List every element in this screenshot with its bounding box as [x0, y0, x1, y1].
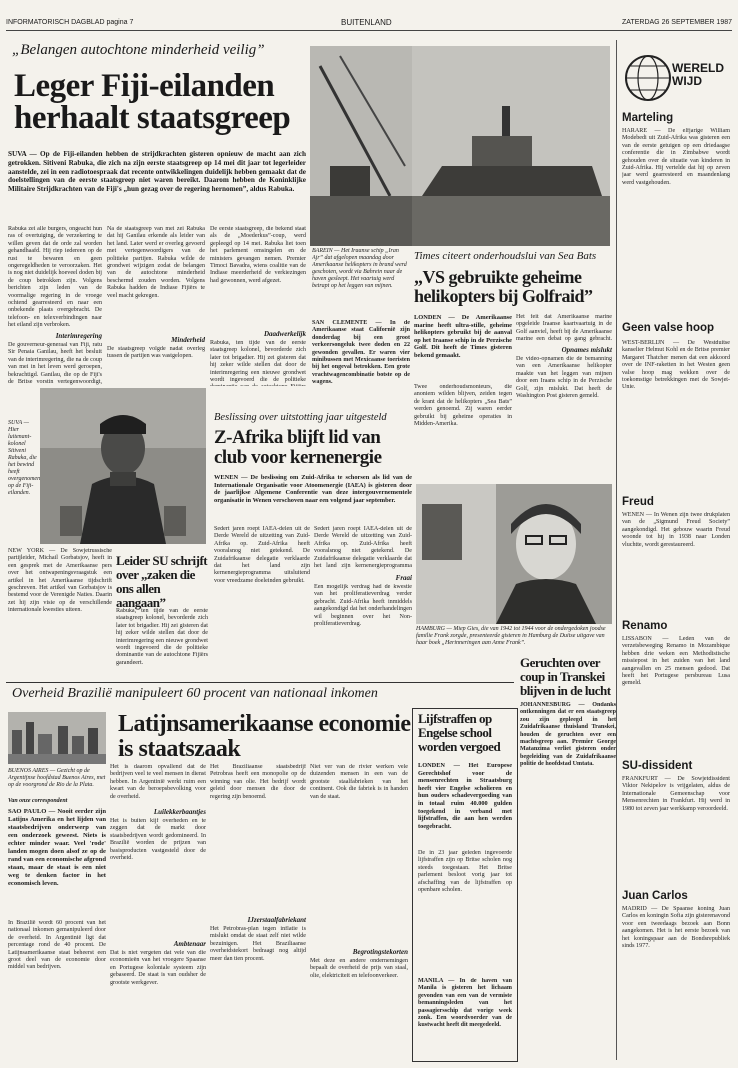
geenvalse-body: WEST-BERLIJN — De Westduitse kanselier Helmut Kohl en de Britse premier Margaret Thatcher menen dat een akkoord over de INF-raketten in het Westen geen valse hoop mag wekken over de toekomstige betrekkingen met de Sowjet-Unie. [622, 340, 730, 391]
buenos-aires-caption: BUENOS AIRES — Gezicht op de Argentijnse hoofdstad Buenos Aires, met op de voorgrond de Rio de la Plata. [8, 768, 106, 788]
marteling-title: Marteling [622, 112, 674, 124]
issue-date: ZATERDAG 26 SEPTEMBER 1987 [622, 19, 732, 26]
barein-photo [310, 46, 412, 246]
page-header [6, 18, 732, 31]
barein-caption: BAREIN — Het Iraanse schip „Iran Ajr” dat afgelopen maandag door Amerikaanse helikopters in brand werd geschoten, wordt via Bahrein naar de haven gesleept. Het vaartuig werd betrapt op het leggen van mijnen. [312, 248, 407, 289]
safrika-kicker: Beslissing over uitstotting jaar uitgesteld [214, 412, 387, 423]
fiji-kicker: „Belangen autochtone minderheid veilig” [12, 42, 265, 58]
brazil-sub-ambtenaar: Ambtenaar [173, 940, 206, 948]
brazil-body6: Het Petrobras-plan tegen inflatie is mislukt omdat de staat zelf niet wilde bezuinigen. Het Braziliaanse overheidstekort bedraagt nog altijd meer dan tien procent. [210, 926, 306, 962]
fiji-headline: Leger Fiji-eilanden herhaalt staatsgreep [14, 68, 291, 137]
rabuka-portrait-icon [40, 388, 206, 544]
leider-headline: Leider SU schrijft over „zaken die ons allen aangaan” [116, 553, 208, 610]
safrika-body-col2: Sedert jaren roept IAEA-delen uit de Derde Wereld de uitzetting van Zuid-Afrika op. Zuid-Afrika heeft vooralsnog niet getekend. De Zuidafrikaanse delegatie verklaarde dat het land zijn kernenergieprogramma [314, 526, 412, 570]
miep-gies-portrait-icon [416, 484, 612, 624]
brazil-top-rule [6, 682, 514, 683]
fiji-body6: Rabuka, ten tijde van de eerste staatsgreep kolonel, bevorderde zich later tot brigadier. Hij zei gisteren dat hij zeker wilde stellen dat door de interimregering een nieuwe grondwet wordt ingevoerd die de politieke [210, 340, 306, 384]
barein-body: SAN CLEMENTE — In de Amerikaanse staat Californië zijn donderdag bij een groot verkeersongeluk twee doden en 22 gewonden gevallen. Er waren vier minibussen met Mexicaanse toeristen bij het ongeval betrokken. Een grote vrachtwagencombinatie botste op de wagens. [312, 320, 410, 386]
lijfstraffen-lead: LONDEN — Het Europese Gerechtshof voor de mensenrechten in Straatsburg heeft vier Engelse scholieren en hun ouders schadevergoeding van in totaal ruim 40.000 gulden toegekend in verband met lijfstraffen, die aan hen werden toegebracht. [418, 762, 512, 830]
seabats-lead: LONDEN — De Amerikaanse marine heeft ultra-stille, geheime helikopters gebruikt bij de aanval op het Iraanse schip in de Perzische Golf. Dit heeft de Times gisteren bekend gemaakt. [414, 314, 512, 359]
seabats-body-col2: Het feit dat Amerikaanse marine opgeleide Iraanse kaartvaartuig in de Golf aanviel, heeft bij de Amerikaanse marine een debat op gang gebracht. [516, 314, 612, 342]
geenvalse-title: Geen valse hoop [622, 322, 715, 334]
safrika-lead: WENEN — De beslissing om Zuid-Afrika te schorsen als lid van de Internationale Organisatie voor Atoomenergie (IAEA) is gisteren door de jaarlijkse Algemene Conferentie van deze intergouvernementele organisatie in Wenen verschoven naar een volgend jaar september. [214, 474, 412, 504]
safrika-body: Sedert jaren roept IAEA-delen uit de Derde Wereld de uitzetting van Zuid-Afrika op. Zuid-Afrika heeft vooralsnog niet getekend. De Zuidafrikaanse delegatie verklaarde dat het land zijn kernenergieprogramma uitsluitend voor vreedzame doeleinden gebruikt. [214, 526, 310, 584]
juancarlos-title: Juan Carlos [622, 890, 688, 902]
transkei-headline: Geruchten over coup in Transkei blijven in de lucht [520, 655, 611, 698]
transkei-body: JOHANNESBURG — Ondanks ontkenningen dat er een staatsgreep zou zijn gepleegd in het Zuidafrikaanse thuisland Transkei, houden de geruchten over een machtsgreep aan. Premier George Matanzima verliet gisteren onder begeleiding van de Zuidafrikaanse politie de hoofdstad Umtata. [520, 702, 616, 768]
seabats-kicker: Times citeert onderhoudslui van Sea Bats [414, 250, 597, 262]
seabats-sub: Opnames mislukt [561, 346, 612, 354]
fiji-sub-daadwerkelijk: Daadwerkelijk [264, 330, 306, 338]
susdissident-title: SU-dissident [622, 760, 693, 772]
leider-body: NEW YORK — De Sowjetrussische partijleider, Michail Gorbatsjov, heeft in een gesprek met de Amerikaanse pers over het ontwapeningsvraagstuk een artikel in het Amerikaanse tijdschrift geschreven. Het artikel van Gorbatsjov is bestemd voor de Verenigde Naties. Daarin zet hij zijn visie op de verschillende internationale kwesties uiteen. [8, 548, 112, 614]
brazil-lead: SAO PAULO — Nooit eerder zijn Latijns Amerika en het lijden van staatsbedrijven onderwerp van een onderzoek geweest. Niets is echter minder waar. Veel 'rode' landen mogen doen alsof ze op de rand van een economische afgrond staan, maar de staat is een niet weg te denken factor in het economisch leven. [8, 808, 106, 887]
brazil-sub-luilekker: Luilekkerbaantjes [153, 808, 206, 816]
juancarlos-body: MADRID — De Spaanse koning Juan Carlos en koningin Sofia zijn gisterenavond voor een tweedaags bezoek aan Bonn aangekomen. Het is het eerste bezoek van het koningspaar aan de Bondsrepubliek sinds 1977. [622, 906, 730, 950]
brazil-body2: Het is buiten kijf overheden en te zeggen dat de markt door staatsbedrijven wordt gedomineerd. In Brazilië worden de prijzen van basisproducten vastgesteld door de overheid. [110, 818, 206, 862]
brazil-sub-begroting: Begrotingstekorten [352, 948, 408, 956]
freud-body: WENEN — In Wenen zijn twee drukplaten van de „Sigmund Freud Society” aangekondigd. Het gebouw waarin Freud woonde tot hij in 1938 naar Londen vluchtte, wordt gerestaureerd. [622, 512, 730, 548]
brazil-body7: Niet ver van de rivier werken vele duizenden mensen in een van de grootste staalfabrieken van het continent. Ook die fabriek is in handen van de staat. [310, 764, 408, 800]
brazil-body3: Dat is niet vergeten dat vele van die economieën van het vroegere Spaanse en Portugese koloniale systeem zijn gebaseerd. De staat is van oudsher de grootste werkgever. [110, 950, 206, 986]
brazil-body4: Het is daarom opvallend dat de bedrijven veel te veel mensen in dienst hebben. In Argentinië werkt ruim een kwart van de beroepsbevolking voor de overheid. [110, 764, 206, 800]
fiji-body2: De gouverneur-generaal van Fiji, ratu Sir Penaia Ganilau, heeft het besluit van de interimregering, die na de coup van mei in het leven werd geroepen, bekrachtigd. Ganilau, die op de Fiji's de Britse vorstin vertegenwoordigt, [8, 342, 102, 386]
brazil-body5: Het Braziliaanse staatsbedrijf Petrobras heeft een monopolie op de winning van olie. Het bedrijf wordt geleid door mensen die door de regering zijn benoemd. [210, 764, 306, 800]
hamburg-photo [416, 484, 612, 624]
renamo-title: Renamo [622, 620, 668, 632]
freud-title: Freud [622, 496, 654, 508]
section-title: BUITENLAND [341, 18, 392, 27]
lijfstraffen-headline: Lijfstraffen op Engelse school worden vergoed [418, 711, 501, 754]
wereldwijd-logo [622, 48, 732, 106]
seabats-headline: „VS gebruikte geheime helikopters bij Golfraid” [414, 267, 593, 306]
newspaper-name: INFORMATORISCH DAGBLAD pagina 7 [6, 19, 134, 26]
rabuka-caption: SUVA — Hier luitenant-kolonel Sitiveni Rabuka, die het bewind heeft overgenomen op de Fiji-eilanden. [8, 420, 41, 496]
hamburg-caption: HAMBURG — Miep Gies, die van 1942 tot 1944 voor de ondergedoken joodse familie Frank zorgde, presenteerde gisteren in Hamburg de Duitse uitgave van haar boek „Herinneringen aan Anne Frank”. [416, 626, 606, 646]
marteling-body: HARARE — De elfjarige William Modebedi uit Zuid-Afrika was gisteren een van de eerste getuigen op een driedaagse conferentie die in Zimbabwe wordt gehouden over de situatie van kinderen in Zuid-Afrika. Hij vertelde dat hij op zeven jaar werd gearresteerd en maandenlang werd vastgehouden. [622, 128, 730, 186]
safrika-headline: Z-Afrika blijft lid van club voor kernenergie [214, 427, 382, 468]
ship-crane-icon [310, 46, 412, 246]
renamo-body: LISSABON — Leden van de verzetsbeweging Renamo in Mozambique hebben drie weken een Methodistische missiepost in het zuiden van het land aangevallen en 25 mensen gedood. Dat heeft het Portugese persbureau Lusa gemeld. [622, 636, 730, 687]
fiji-lead: SUVA — Op de Fiji-eilanden hebben de strijdkrachten gisteren opnieuw de macht aan zich getrokken. Sitiveni Rabuka, die zich na zijn eerste staatsgreep op 14 mei dit jaar tot legerleider aanstelde, zei in een radiotoespraak dat recente ontwikkelingen duidelijk hebben gemaakt dat de doelstellingen van de eerste staatsgreep niet waren bereikt. Daarom hebben de Koninklijke Militaire Strijdkrachten van de Fiji's „hun gezag over de regering hernomen”, aldus Rabuka. [8, 150, 306, 194]
brazil-body1: In Brazilië wordt 60 procent van het nationaal inkomen gemanipuleerd door de overheid. In Argentinië ligt dat percentage rond de 40 procent. De Latijnsamerikaanse staat beheerst een groot deel van de economie door middel van bedrijven. [8, 920, 106, 971]
wereldwijd-label: WERELD WIJD [672, 61, 724, 88]
fiji-body5: De eerste staatsgreep, die bekend staat als de „Moederkus”-coup, werd gepleegd op 14 mei. Rabuka liet toen het parlement omsingelen en de ministers gevangen nemen. Premier Timoci Bavadra, wiens coalitie van de Indiase meerderheid de verkiezingen had gewonnen, werd afgezet. [210, 226, 306, 284]
manila-body: MANILA — In de haven van Manila is gisteren het lichaam gevonden van een van de vermiste bemanningsleden van het passagiersschip dat vorige week zonk. Een woordvoerder van de kustwacht heeft dit meegedeeld. [418, 978, 512, 1029]
safrika-body2: Een mogelijk verdrag had de kwestie van het proliferatieverdrag verder gebracht. Zuid-Afrika heeft inmiddels aangekondigd dat het onderhandelingen wil beginnen over het Non-proliferatieverdrag. [314, 584, 412, 628]
seabats-body2: De video-opnamen die de bemanning van een Amerikaanse helikopter maakte van het leggen van mijnen door een Iraans schip in de Perzische Golf, zijn mislukt. Dat heeft de Washington Post gisteren gemeld. [516, 356, 612, 400]
susdissident-body: FRANKFURT — De Sowjetdissident Viktor Nekipelov is vrijgelaten, aldus de Internationale Gemeenschap voor Mensenrechten in Frankfurt. Hij werd in 1980 tot zeven jaar werkkamp veroordeeld. [622, 776, 730, 812]
ship-photo [412, 46, 610, 246]
column-divider [616, 40, 617, 1060]
brazil-body8: Met deze en andere ondernemingen bepaalt de overheid de prijs van staal, olie, elektriciteit en telefoonverkeer. [310, 958, 408, 979]
brazil-headline: Latijnsamerikaanse economie is staatszaak [118, 711, 411, 762]
brazil-byline: Van onze correspondent [8, 798, 68, 804]
fiji-body3: Na de staatsgreep van mei zei Rabuka dat hij Ganilau erkende als leider van het land. Later werd er overleg gevoerd met vertegenwoordigers van de politieke partijen. Rabuka wilde de grondwet wijzigen zodat de belangen van de autochtone minderheid beschermd zouden worden. Volgens Rabuka hadden de Indiase Fijiërs te veel macht gekregen. [107, 226, 205, 299]
leider-body-col2: Rabuka, ten tijde van de eerste staatsgreep kolonel, bevorderde zich later tot brigadier. Hij zei gisteren dat hij zeker wilde stellen dat door de interimregering een nieuwe grondwet wordt ingevoerd die de politieke dominantie van de autochtone Fijiërs garandeert. [116, 608, 208, 666]
seabats-body: Twee onderhoudsmonteurs, die anoniem wilden blijven, zeiden tegen de krant dat de helikopters „Sea Bats” werden genoemd. Zij waren eerder gebruikt bij geheime operaties in Midden-Amerika. [414, 384, 512, 428]
safrika-sub: Fraai [395, 574, 412, 582]
fiji-sub-interimregering: Interimregering [55, 332, 102, 340]
brazil-sub-ijzer: IJzerstaalfabriekant [247, 916, 306, 924]
fiji-body1: Rabuka zei alle burgers, ongeacht hun ras of overtuiging, de verzekering te willen geven dat de orde zal worden gehandhaafd. Hij riep iedereen op de rust te bewaren en geen ongeregeldheden te veroorzaken. Het is nog niet duidelijk hoeveel doden bij de coup betrokken zijn. Volgens berichten zijn leden van de voormalige regering in de vroege ochtend gearresteerd en naar een onbekende plaats overgebracht. De telefoon- en telexverbindingen naar het eiland zijn verbroken. [8, 226, 102, 328]
lijfstraffen-body: De in 23 jaar geleden ingevoerde lijfstraffen zijn op Britse scholen nog steeds toegestaan. Het Britse parlement besloot vorig jaar tot afschaffing van de lijfstraffen op openbare scholen. [418, 850, 512, 894]
buenos-aires-photo [8, 712, 106, 764]
city-skyline-icon [8, 712, 106, 764]
fiji-sub-minderheid: Minderheid [171, 336, 205, 344]
ship-icon [412, 46, 610, 246]
fiji-body4: De staatsgreep volgde nadat overleg tussen de partijen was vastgelopen. [107, 346, 205, 360]
brazil-kicker: Overheid Brazilië manipuleert 60 procent van nationaal inkomen [12, 686, 378, 701]
fiji-body-col1 [8, 226, 102, 328]
rabuka-photo [40, 388, 206, 544]
